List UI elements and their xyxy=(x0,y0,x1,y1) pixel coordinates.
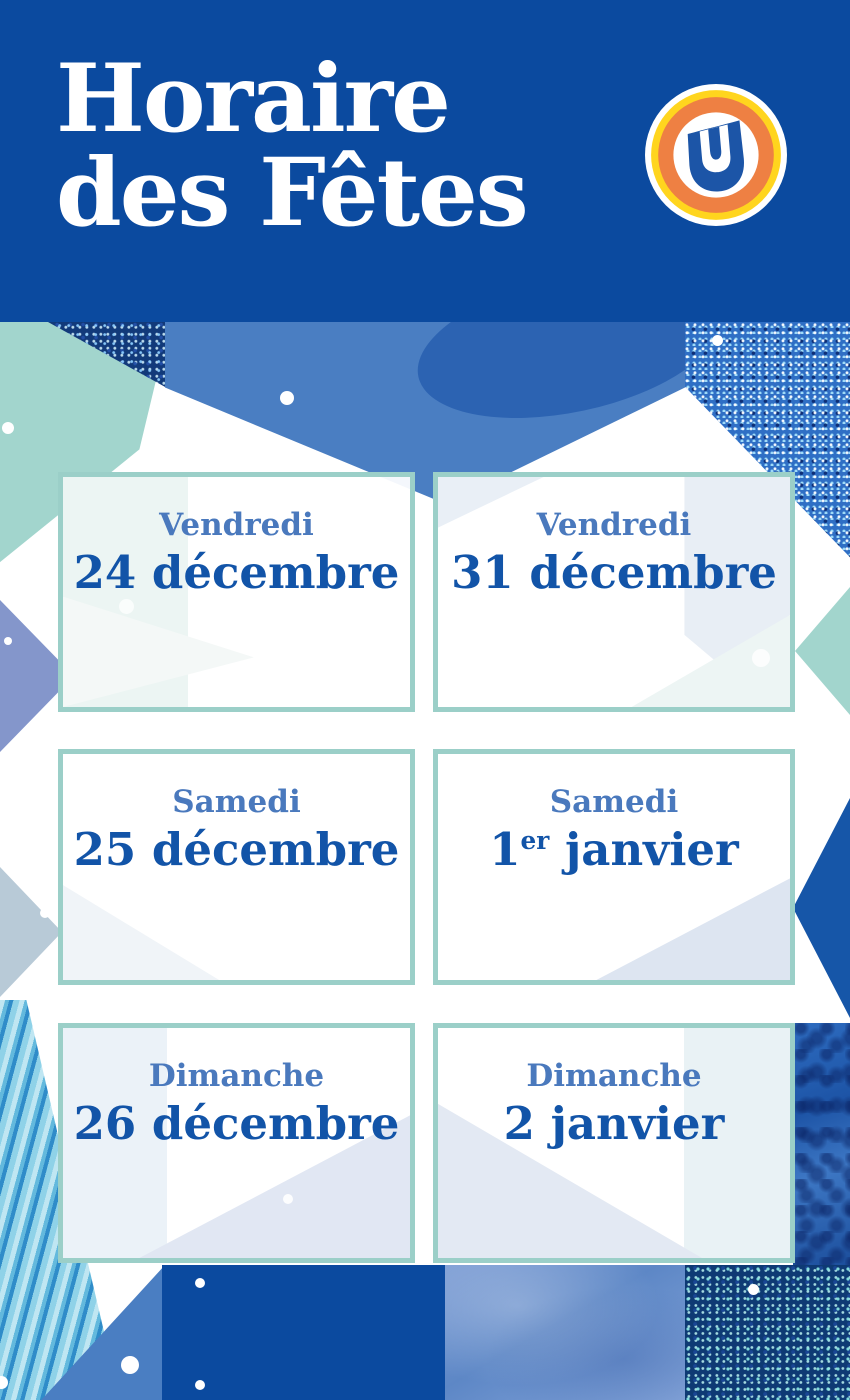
schedule-card-jan-2 xyxy=(433,1023,795,1263)
card-day-label: Samedi xyxy=(549,784,679,820)
card-day-label: Dimanche xyxy=(148,1058,325,1094)
card-date-label xyxy=(63,546,410,599)
decor-dot xyxy=(748,1284,759,1295)
decor-right-rock-texture xyxy=(793,1023,850,1270)
date-text: 24 décembre xyxy=(73,546,400,599)
decor-dot xyxy=(2,422,14,434)
card-day-label: Dimanche xyxy=(526,1058,702,1094)
decor-dot xyxy=(712,335,723,346)
card-date-label xyxy=(438,823,790,876)
card-day-label: Vendredi xyxy=(536,507,692,543)
card-date-label xyxy=(438,546,790,599)
decor-dot xyxy=(40,908,50,918)
page-title xyxy=(56,44,527,248)
decor-right-navy-triangle xyxy=(793,798,850,1018)
date-text-tail: janvier xyxy=(549,823,739,876)
decor-dot xyxy=(195,1380,205,1390)
date-text: 1 xyxy=(489,823,521,876)
decor-dot xyxy=(283,1194,293,1204)
schedule-card-dec-25 xyxy=(58,749,415,985)
schedule-card-dec-31 xyxy=(433,472,795,712)
schedule-card-dec-24 xyxy=(58,472,415,712)
date-text: 25 décembre xyxy=(73,823,400,876)
card-date-label xyxy=(438,1097,790,1150)
decor-dot xyxy=(752,649,770,667)
date-superscript: er xyxy=(520,826,550,855)
decor-left-triangle-2 xyxy=(0,867,62,997)
schedule-card-jan-1 xyxy=(433,749,795,985)
title-line-1: Horaire xyxy=(56,44,449,154)
decor-bottom-glitter xyxy=(685,1265,850,1400)
date-text: 31 décembre xyxy=(451,546,777,599)
schedule-card-dec-26 xyxy=(58,1023,415,1263)
decor-dot xyxy=(280,391,294,405)
card-day-label: Vendredi xyxy=(159,507,314,543)
date-text: 26 décembre xyxy=(73,1097,400,1150)
card-date-label xyxy=(63,1097,410,1150)
header-banner xyxy=(0,0,850,322)
decor-dot xyxy=(119,599,134,614)
decor-bottom-navy-band xyxy=(162,1265,447,1400)
date-text: 2 janvier xyxy=(503,1097,725,1150)
card-date-label xyxy=(63,823,410,876)
decor-dot xyxy=(121,1356,139,1374)
card-day-label: Samedi xyxy=(172,784,301,820)
card-decor xyxy=(596,878,790,980)
title-line-2: des Fêtes xyxy=(56,138,527,248)
decor-dot xyxy=(4,637,12,645)
decor-right-teal-triangle xyxy=(795,587,850,715)
decor-bottom-watercolor xyxy=(445,1265,685,1400)
store-u-logo-icon xyxy=(645,84,787,226)
decor-dot xyxy=(195,1278,205,1288)
card-decor xyxy=(63,885,219,980)
